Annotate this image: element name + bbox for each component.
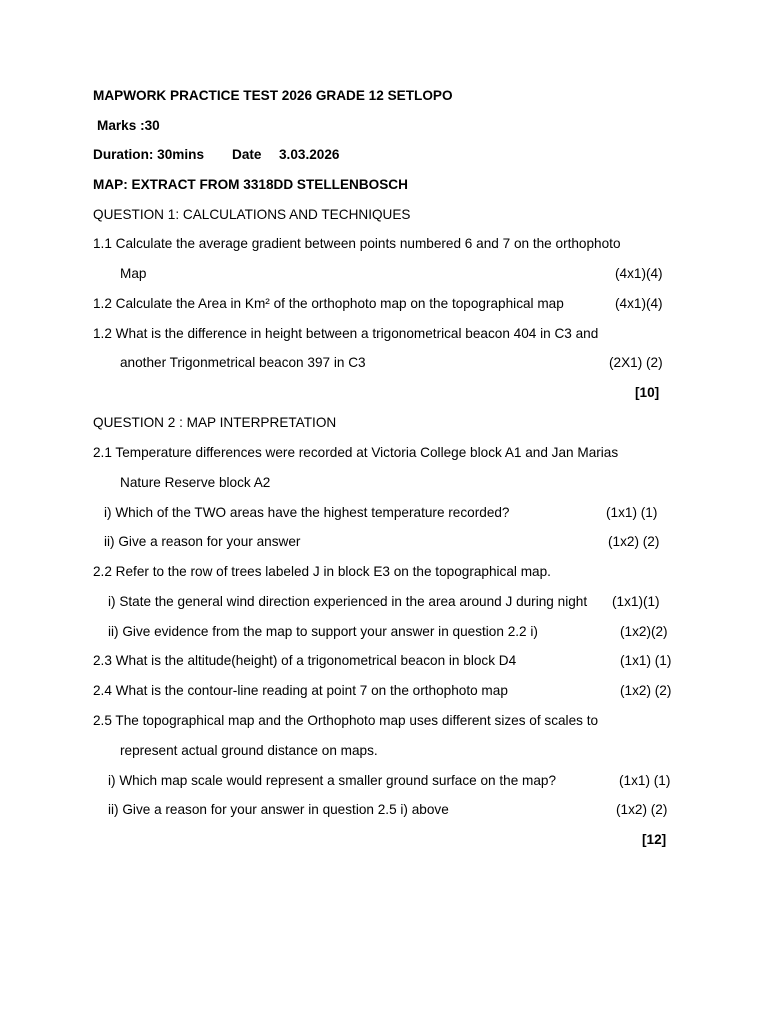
question-2-1-ii-text: ii) Give a reason for your answer bbox=[104, 534, 301, 549]
question-1-2-text: 1.2 Calculate the Area in Km² of the orthophoto map on the topographical map bbox=[93, 296, 564, 311]
question-2-1-i-mark: (1x1) (1) bbox=[606, 505, 658, 520]
question-1-2-mark: (4x1)(4) bbox=[615, 296, 663, 311]
question-2-5-text-cont: represent actual ground distance on maps. bbox=[120, 743, 378, 758]
question-2-1-text-cont: Nature Reserve block A2 bbox=[120, 475, 271, 490]
map-extract-line: MAP: EXTRACT FROM 3318DD STELLENBOSCH bbox=[93, 177, 408, 192]
duration: Duration: 30mins bbox=[93, 147, 205, 162]
date-value: 3.03.2026 bbox=[279, 147, 340, 162]
question-2-1-text: 2.1 Temperature differences were recorded at Victoria College block A1 and Jan Marias bbox=[93, 445, 619, 460]
question-1-1-mark: (4x1)(4) bbox=[615, 266, 663, 281]
question-2-3-mark: (1x1) (1) bbox=[620, 653, 672, 668]
question-1-3-text-cont: another Trigonmetrical beacon 397 in C3 bbox=[120, 355, 366, 370]
question-2-5-text: 2.5 The topographical map and the Orthophoto map uses different sizes of scales to bbox=[93, 713, 599, 728]
question-1-3-mark: (2X1) (2) bbox=[609, 355, 663, 370]
question-2-heading: QUESTION 2 : MAP INTERPRETATION bbox=[93, 415, 337, 430]
test-title: MAPWORK PRACTICE TEST 2026 GRADE 12 SETLOPO bbox=[93, 88, 453, 103]
question-1-1-text-cont: Map bbox=[120, 266, 147, 281]
question-2-2-ii-mark: (1x2)(2) bbox=[620, 624, 668, 639]
question-1-3-text: 1.2 What is the difference in height between a trigonometrical beacon 404 in C3 and bbox=[93, 326, 599, 341]
question-2-3-text: 2.3 What is the altitude(height) of a trigonometrical beacon in block D4 bbox=[93, 653, 517, 668]
question-2-2-i-text: i) State the general wind direction experienced in the area around J during night bbox=[108, 594, 588, 609]
question-2-2-text: 2.2 Refer to the row of trees labeled J in block E3 on the topographical map. bbox=[93, 564, 551, 579]
question-1-1-text: 1.1 Calculate the average gradient between points numbered 6 and 7 on the orthophoto bbox=[93, 236, 621, 251]
question-2-5-ii-mark: (1x2) (2) bbox=[616, 802, 668, 817]
question-2-5-ii-text: ii) Give a reason for your answer in question 2.5 i) above bbox=[108, 802, 449, 817]
question-2-5-i-text: i) Which map scale would represent a smaller ground surface on the map? bbox=[108, 773, 557, 788]
question-2-5-i-mark: (1x1) (1) bbox=[619, 773, 671, 788]
marks-total: Marks :30 bbox=[97, 118, 160, 133]
question-2-2-ii-text: ii) Give evidence from the map to support your answer in question 2.2 i) bbox=[108, 624, 538, 639]
question-2-4-text: 2.4 What is the contour-line reading at point 7 on the orthophoto map bbox=[93, 683, 508, 698]
question-2-1-ii-mark: (1x2) (2) bbox=[608, 534, 660, 549]
date-label: Date bbox=[232, 147, 262, 162]
question-1-total: [10] bbox=[635, 385, 660, 400]
question-2-total: [12] bbox=[642, 832, 667, 847]
question-2-2-i-mark: (1x1)(1) bbox=[612, 594, 660, 609]
question-2-4-mark: (1x2) (2) bbox=[620, 683, 672, 698]
question-2-1-i-text: i) Which of the TWO areas have the highest temperature recorded? bbox=[104, 505, 510, 520]
question-1-heading: QUESTION 1: CALCULATIONS AND TECHNIQUES bbox=[93, 207, 411, 222]
